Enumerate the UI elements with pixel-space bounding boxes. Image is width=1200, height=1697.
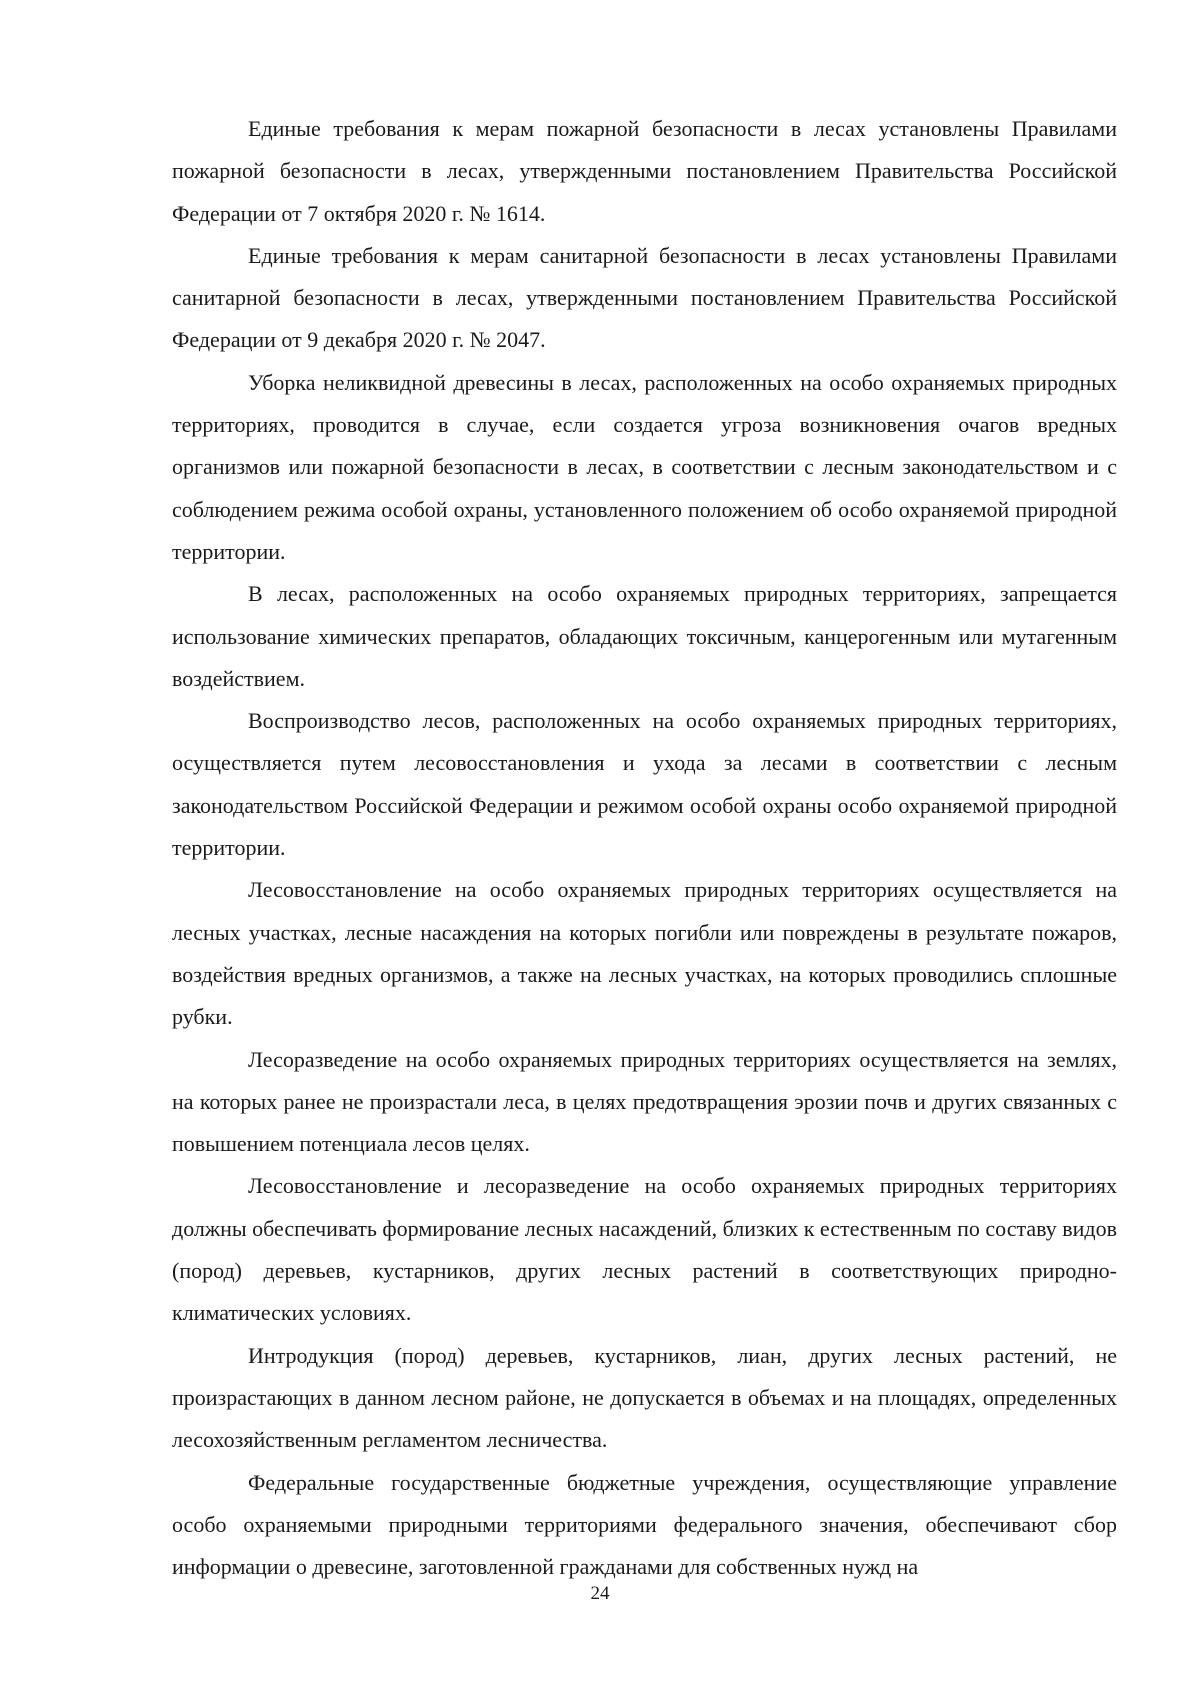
paragraph-federal-institutions: Федеральные государственные бюджетные учреждения, осуществляющие управление особо охраняемыми природными территориями федерального значения, обеспечивают сбор информации о древесине, заготовленной гражданами для собственных нужд на (172, 1469, 1117, 1580)
paragraph-forest-reproduction: Воспроизводство лесов, расположенных на особо охраняемых природных территориях, осуществляется путем лесовосстановления и ухода за лесами в соответствии с лесным законодательством Российской Федерации и режимом особой охраны особо охраняемой природной территории. (172, 708, 1117, 861)
paragraph-introduction-restriction: Интродукция (пород) деревьев, кустарников, лиан, других лесных растений, не произрастающих в данном лесном районе, не допускается в объемах и на площадях, определенных лесохозяйственным регламентом лесничества. (172, 1342, 1117, 1453)
paragraph-afforestation: Лесоразведение на особо охраняемых природных территориях осуществляется на землях, на которых ранее не произрастали леса, в целях предотвращения эрозии почв и других связанных с повышением потенциала лесов целях. (172, 1046, 1117, 1157)
paragraph-sanitary-safety-rules: Единые требования к мерам санитарной безопасности в лесах установлены Правилами санитарной безопасности в лесах, утвержденными постановлением Правительства Российской Федерации от 9 декабря 2020 г. № 2047. (172, 242, 1117, 353)
page-number: 24 (590, 1583, 610, 1604)
paragraph-chemical-ban: В лесах, расположенных на особо охраняемых природных территориях, запрещается использование химических препаратов, обладающих токсичным, канцерогенным или мутагенным воздействием. (172, 581, 1117, 691)
paragraph-natural-composition: Лесовосстановление и лесоразведение на особо охраняемых природных территориях должны обеспечивать формирование лесных насаждений, близких к естественным по составу видов (пород) деревьев, кустарников, других лесных растений в соответствующих природно-климатических условиях. (172, 1173, 1117, 1326)
paragraph-reforestation: Лесовосстановление на особо охраняемых природных территориях осуществляется на лесных участках, лесные насаждения на которых погибли или повреждены в результате пожаров, воздействия вредных организмов, а также на лесных участках, на которых проводились сплошные рубки. (172, 877, 1117, 1030)
document-body (172, 108, 1117, 1588)
paragraph-fire-safety-rules: Единые требования к мерам пожарной безопасности в лесах установлены Правилами пожарной безопасности в лесах, утвержденными постановлением Правительства Российской Федерации от 7 октября 2020 г. № 1614. (172, 116, 1117, 226)
paragraph-deadwood-removal: Уборка неликвидной древесины в лесах, расположенных на особо охраняемых природных территориях, проводится в случае, если создается угроза возникновения очагов вредных организмов или пожарной безопасности в лесах, в соответствии с лесным законодательством и с соблюдением режима особой охраны, установленного положением об особо охраняемой природной территории. (172, 369, 1117, 564)
